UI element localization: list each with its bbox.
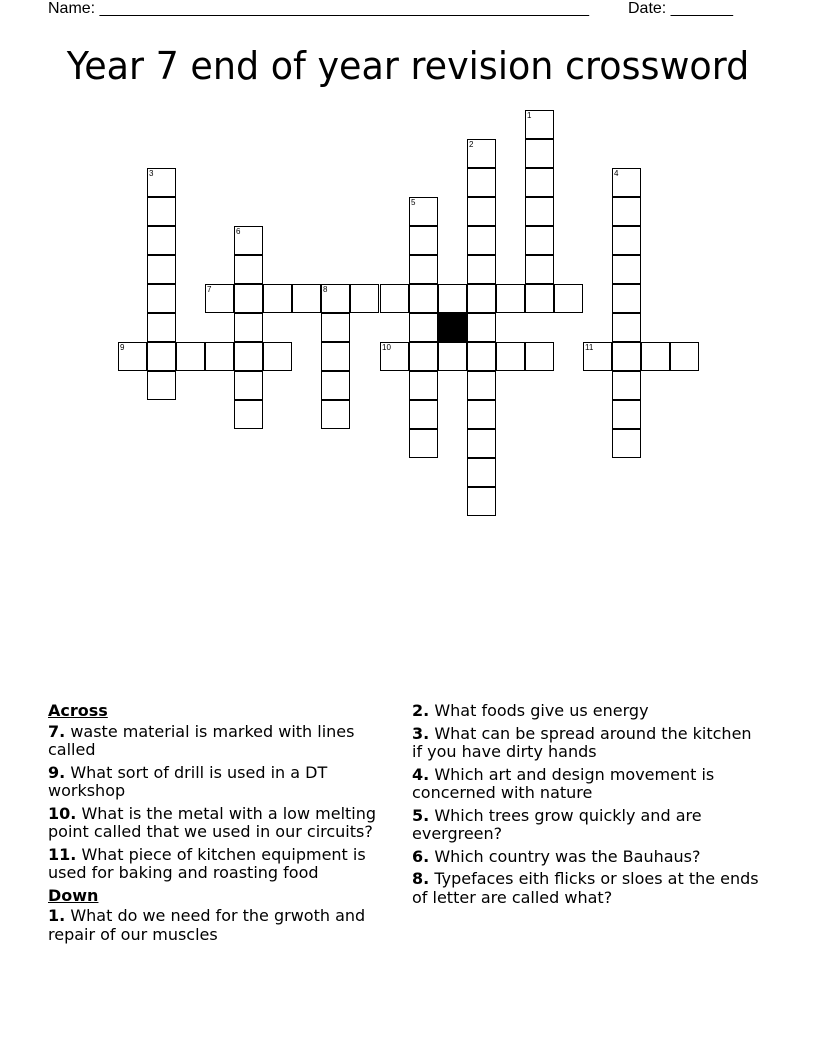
grid-cell[interactable] (263, 342, 292, 371)
grid-cell[interactable] (467, 400, 496, 429)
clue-text: waste material is marked with lines called (48, 721, 355, 759)
grid-cell[interactable] (438, 284, 467, 313)
clue-number: 5. (412, 805, 430, 825)
grid-cell[interactable] (612, 429, 641, 458)
grid-cell[interactable] (147, 342, 176, 371)
grid-cell[interactable] (612, 371, 641, 400)
grid-cell[interactable] (467, 371, 496, 400)
grid-cell[interactable] (612, 284, 641, 313)
grid-cell-5[interactable] (409, 197, 438, 226)
grid-cell[interactable] (525, 139, 554, 168)
grid-cell[interactable] (525, 342, 554, 371)
grid-cell[interactable] (438, 342, 467, 371)
clue-down-1 (48, 907, 398, 944)
grid-cell[interactable] (467, 458, 496, 487)
clue-down-5 (412, 807, 762, 844)
clue-text: Which art and design movement is concerned with nature (412, 764, 715, 802)
grid-cell-4[interactable] (612, 168, 641, 197)
clue-down-3 (412, 725, 762, 762)
grid-cell[interactable] (554, 284, 583, 313)
clue-number: 8. (412, 869, 430, 888)
grid-cell[interactable] (409, 313, 438, 342)
clue-number-label: 3 (149, 169, 154, 178)
grid-cell[interactable] (525, 284, 554, 313)
clue-across-11 (48, 846, 398, 883)
clue-text: What can be spread around the kitchen if you have dirty hands (412, 723, 752, 761)
clue-down-4 (412, 766, 762, 803)
clue-down-8 (412, 870, 762, 907)
grid-cell[interactable] (147, 226, 176, 255)
clue-text: What piece of kitchen equipment is used for baking and roasting food (48, 844, 366, 882)
clue-text: Which trees grow quickly and are evergreen? (412, 805, 702, 843)
clue-number-label: 9 (120, 343, 125, 352)
clue-number-label: 6 (236, 227, 241, 236)
clues-column-right (412, 702, 762, 911)
grid-cell[interactable] (612, 342, 641, 371)
name-field[interactable]: Name: _______________________________________________________ (48, 0, 589, 17)
grid-cell[interactable] (409, 342, 438, 371)
grid-cell[interactable] (525, 255, 554, 284)
clue-number-label: 11 (585, 343, 594, 352)
grid-cell[interactable] (670, 342, 699, 371)
grid-cell[interactable] (234, 371, 263, 400)
grid-cell[interactable] (263, 284, 292, 313)
grid-cell[interactable] (612, 313, 641, 342)
clue-text: Which country was the Bauhaus? (434, 846, 701, 866)
across-heading: Across (48, 701, 108, 720)
clue-number-label: 10 (382, 343, 391, 352)
grid-cell[interactable] (525, 197, 554, 226)
clue-text: What sort of drill is used in a DT workshop (48, 762, 328, 800)
grid-cell[interactable] (467, 284, 496, 313)
grid-cell[interactable] (409, 284, 438, 313)
grid-cell[interactable] (467, 342, 496, 371)
clue-text: Typefaces eith flicks or sloes at the ends of letter are called what? (412, 869, 759, 907)
grid-cell[interactable] (467, 226, 496, 255)
grid-cell-3[interactable] (147, 168, 176, 197)
grid-cell-8[interactable] (321, 284, 350, 313)
grid-cell[interactable] (525, 226, 554, 255)
grid-cell[interactable] (612, 255, 641, 284)
page-title: Year 7 end of year revision crossword (66, 44, 750, 88)
grid-cell[interactable] (350, 284, 379, 313)
clue-number: 3. (412, 723, 430, 743)
clue-across-9 (48, 764, 398, 801)
clue-number: 6. (412, 846, 430, 866)
grid-cell-7[interactable] (205, 284, 234, 313)
grid-cell[interactable] (409, 429, 438, 458)
clue-number: 10. (48, 803, 77, 823)
grid-cell[interactable] (321, 342, 350, 371)
grid-cell[interactable] (234, 284, 263, 313)
clue-number: 9. (48, 762, 66, 782)
grid-cell[interactable] (147, 371, 176, 400)
grid-cell[interactable] (409, 226, 438, 255)
grid-cell[interactable] (234, 400, 263, 429)
clue-number-label: 8 (323, 285, 328, 294)
clue-across-10 (48, 805, 398, 842)
clue-number: 4. (412, 764, 430, 784)
clue-number-label: 7 (207, 285, 212, 294)
clue-down-2 (412, 702, 762, 721)
grid-cell[interactable] (496, 284, 525, 313)
grid-cell[interactable] (205, 342, 234, 371)
grid-cell[interactable] (380, 284, 409, 313)
grid-cell[interactable] (467, 168, 496, 197)
clue-text: What foods give us energy (434, 701, 649, 720)
grid-cell[interactable] (234, 255, 263, 284)
clue-across-7 (48, 723, 398, 760)
grid-cell[interactable] (292, 284, 321, 313)
grid-cell[interactable] (467, 429, 496, 458)
clue-number: 7. (48, 721, 66, 741)
grid-cell[interactable] (641, 342, 670, 371)
grid-cell[interactable] (409, 255, 438, 284)
grid-cell[interactable] (612, 400, 641, 429)
clues-column-left (48, 702, 398, 948)
grid-cell[interactable] (467, 255, 496, 284)
down-heading: Down (48, 885, 99, 905)
grid-cell-6[interactable] (234, 226, 263, 255)
grid-cell[interactable] (147, 255, 176, 284)
grid-cell-9[interactable] (118, 342, 147, 371)
grid-cell[interactable] (467, 487, 496, 516)
grid-cell[interactable] (409, 371, 438, 400)
grid-cell[interactable] (467, 313, 496, 342)
grid-cell[interactable] (147, 284, 176, 313)
grid-cell[interactable] (612, 226, 641, 255)
grid-cell[interactable] (147, 313, 176, 342)
grid-cell[interactable] (234, 313, 263, 342)
grid-cell[interactable] (321, 400, 350, 429)
grid-cell[interactable] (467, 197, 496, 226)
grid-cell[interactable] (176, 342, 205, 371)
clue-down-6 (412, 848, 762, 867)
clue-number-label: 5 (411, 198, 416, 207)
clue-text: What do we need for the grwoth and repair of our muscles (48, 906, 366, 944)
clue-number: 11. (48, 844, 77, 864)
grid-cell[interactable] (321, 371, 350, 400)
grid-cell-10[interactable] (380, 342, 409, 371)
grid-cell[interactable] (234, 342, 263, 371)
clue-number: 2. (412, 701, 430, 720)
clue-number: 1. (48, 906, 66, 925)
grid-cell-1[interactable] (525, 110, 554, 139)
clue-number-label: 1 (527, 111, 532, 120)
grid-cell-2[interactable] (467, 139, 496, 168)
date-field[interactable]: Date: _______ (628, 0, 733, 17)
grid-cell[interactable] (321, 313, 350, 342)
grid-cell[interactable] (496, 342, 525, 371)
grid-cell[interactable] (147, 197, 176, 226)
grid-cell-11[interactable] (583, 342, 612, 371)
clue-text: What is the metal with a low melting point called that we used in our circuits? (48, 803, 377, 841)
grid-cell[interactable] (409, 400, 438, 429)
clue-number-label: 2 (469, 140, 474, 149)
clue-number-label: 4 (614, 169, 619, 178)
black-square (438, 313, 467, 342)
grid-cell[interactable] (525, 168, 554, 197)
grid-cell[interactable] (612, 197, 641, 226)
